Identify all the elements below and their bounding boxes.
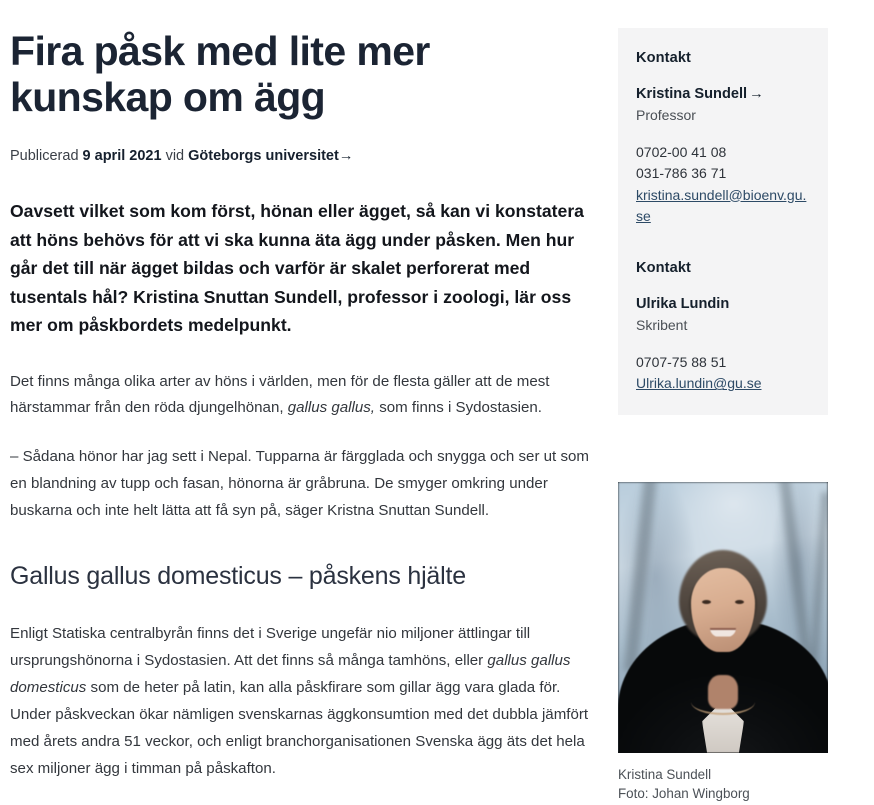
contact-role: Skribent (636, 316, 688, 333)
paragraph-3-text-b: som de heter på latin, kan alla påskfirare som gillar ägg vara glada för. Under påskveckan ökar nämligen svenskarnas äggkonsumtion med det dubbla jämfört med årets andra 51 veckor, och enligt branchorganisationen Svenska ägg äts det hela sex miljoner ägg i timman på påskafton. (10, 679, 589, 777)
article-paragraph-1 (10, 340, 590, 423)
photo-face (691, 568, 755, 652)
contact-email-link[interactable]: kristina.sundell@bioenv.gu.se (636, 186, 807, 224)
section-heading: Gallus gallus domesticus – påskens hjälte (10, 561, 466, 590)
contact-role: Professor (636, 106, 696, 123)
paragraph-1-text-a: Det finns många olika arter av höns i världen, men för de flesta gäller att de mest härstammar från den röda djungelhönan, (10, 372, 550, 417)
byline-prefix: Publicerad (10, 147, 79, 164)
byline-middle: vid (165, 147, 185, 164)
contact-name-text: Ulrika Lundin (636, 296, 730, 313)
contact-details (636, 142, 810, 227)
photo-eye-right (735, 600, 744, 604)
byline (10, 121, 600, 166)
contact-email-link[interactable]: Ulrika.lundin@gu.se (636, 375, 762, 392)
contact-name-link[interactable] (636, 85, 810, 105)
sidebar-column (618, 0, 868, 804)
photo-caption (618, 753, 828, 805)
contact-box (618, 28, 828, 415)
portrait-figure (618, 415, 828, 805)
photo-neck (708, 675, 738, 709)
photo-eye-left (702, 600, 711, 604)
paragraph-3-latin-name: gallus gallus domesticus (10, 652, 571, 697)
contact-phone-mobile: 0707-75 88 51 (636, 354, 727, 371)
contact-title: Kontakt (636, 50, 692, 66)
contact-block-kristina-sundell (636, 50, 810, 227)
contact-details (636, 352, 810, 395)
contact-name-text: Kristina Sundell (636, 86, 748, 102)
paragraph-1-latin-name: gallus gallus, (287, 399, 375, 417)
caption-credit: Foto: Johan Wingborg (618, 786, 750, 802)
article-column (10, 0, 600, 783)
contact-title: Kontakt (636, 260, 692, 277)
arrow-right-icon: → (749, 86, 764, 102)
arrow-right-icon[interactable]: → (338, 147, 354, 164)
byline-date: 9 april 2021 (82, 147, 162, 164)
paragraph-1-text-b: som finns i Sydostasien. (375, 399, 542, 417)
paragraph-3-text-a: Enligt Statiska centralbyrån finns det i Sverige ungefär nio miljoner ättlingar till ursprungshönorna i Sydostasien. Att det finns så många tamhöns, eller (10, 625, 531, 670)
contact-phone-mobile: 0702-00 41 08 (636, 143, 727, 160)
page-title: Fira påsk med lite mer kunskap om ägg (10, 28, 430, 120)
caption-subject: Kristina Sundell (618, 766, 712, 782)
portrait-photo-kristina-sundell (618, 482, 828, 753)
article-paragraph-2: – Sådana hönor har jag sett i Nepal. Tupparna är färgglada och snygga och ser ut som en blandning av tupp och fasan, hönorna är gråbruna. De smyger omkring under buskarna och inte helt lätta att få syn på, säger Kristna Snuttan Sundell. (10, 448, 589, 520)
photo-mouth (710, 628, 736, 637)
byline-publisher-link[interactable]: Göteborgs universitet (188, 147, 339, 164)
article-lead: Oavsett vilket som kom först, hönan eller ägget, så kan vi konstatera att höns behövs för att vi ska kunna äta ägg under påsken. Men hur går det till när ägget bildas och varför är skalet perforerat med tusentals hål? Kristina Snuttan Sundell, professor i zoologi, lär oss mer om påskbordets medelpunkt. (10, 201, 584, 336)
contact-block-ulrika-lundin (636, 260, 810, 395)
contact-phone-office: 031-786 36 71 (636, 165, 727, 182)
article-paragraph-3 (10, 592, 590, 782)
